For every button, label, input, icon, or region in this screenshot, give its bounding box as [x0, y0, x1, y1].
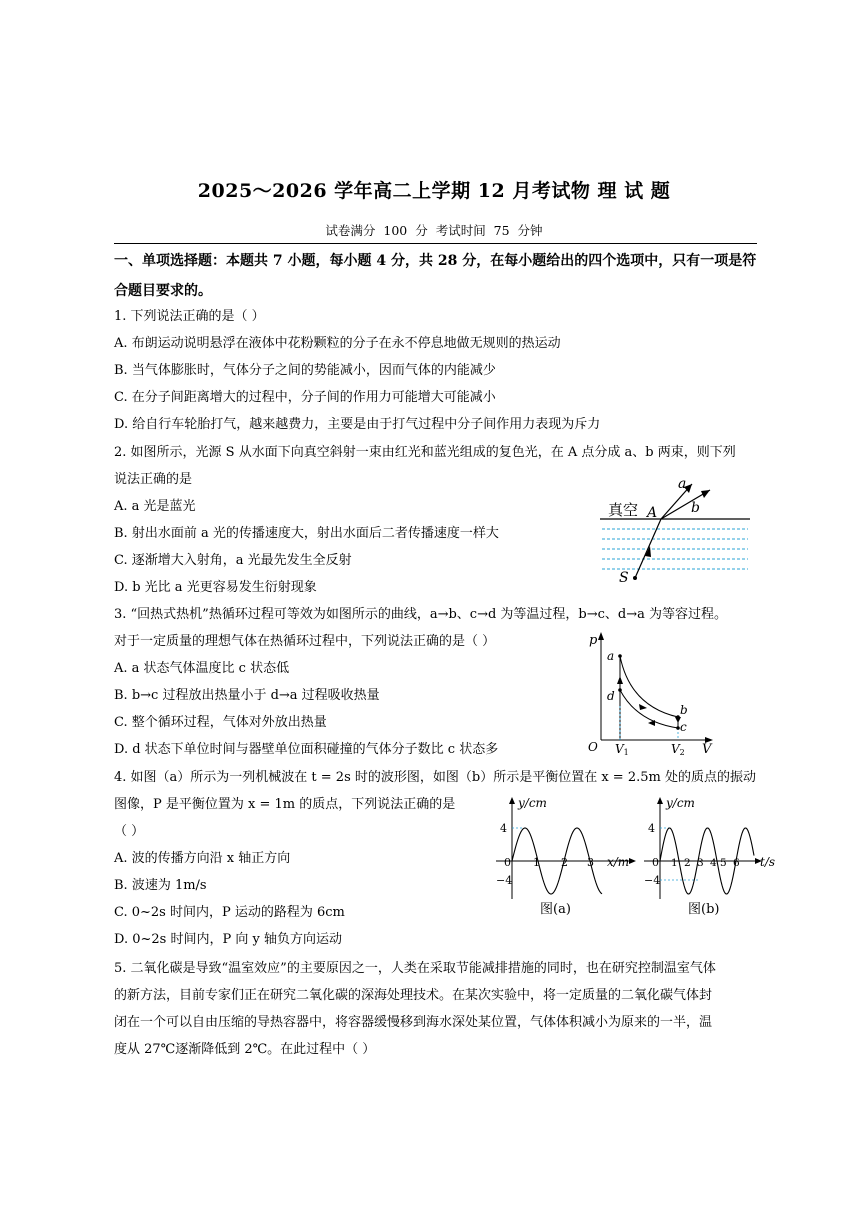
source-label: S [619, 570, 629, 586]
svg-text:p: p [589, 633, 598, 648]
figure-a-caption: 图(a) [540, 902, 571, 917]
q3-option-d: D. d 状态下单位时间与器壁单位面积碰撞的气体分子数比 c 状态多 [114, 742, 499, 757]
q4-option-b: B. 波速为 1m/s [114, 878, 207, 893]
q1-option-a: A. 布朗运动说明悬浮在液体中花粉颗粒的分子在永不停息地做无规则的热运动 [114, 336, 561, 351]
q2-option-d: D. b 光比 a 光更容易发生衍射现象 [114, 580, 317, 595]
svg-text:x/m: x/m [607, 855, 630, 869]
point-a-label: A [647, 505, 658, 521]
q1-stem: 1. 下列说法正确的是（ ） [114, 309, 265, 324]
svg-text:V1: V1 [615, 742, 629, 755]
exam-info: 试卷满分 100 分 考试时间 75 分钟 [325, 223, 543, 238]
svg-text:O: O [588, 740, 598, 754]
q5-stem-line1: 5. 二氧化碳是导致“温室效应”的主要原因之一，人类在采取节能减排措施的同时，也在研究控制温室气体 [114, 961, 716, 976]
isotherm-cd [620, 690, 678, 728]
q3-stem-line1: 3. “回热式热机”热循环过程可等效为如图所示的曲线，a→b、c→d 为等温过程，b→c、d→a 为等容过程。 [114, 607, 728, 622]
q4-stem-line1: 4. 如图（a）所示为一列机械波在 t = 2s 时的波形图，如图（b）所示是平衡位置在 x = 2.5m 处的质点的振动 [114, 770, 756, 785]
q3-stem-line2: 对于一定质量的理想气体在热循环过程中，下列说法正确的是（ ） [114, 634, 496, 649]
svg-text:3: 3 [587, 856, 594, 869]
water-dashes [602, 529, 748, 569]
source-point [633, 576, 637, 580]
svg-text:1: 1 [671, 857, 678, 869]
ray-b-label: b [691, 500, 700, 516]
q5-stem-line4: 度从 27℃逐渐降低到 2℃。在此过程中（ ） [114, 1042, 376, 1057]
svg-text:4: 4 [500, 822, 507, 835]
page-title: 2025～2026 学年高二上学期 12 月考试物 理 试 题 [197, 180, 671, 202]
svg-text:−4: −4 [644, 874, 661, 887]
q4-option-c: C. 0~2s 时间内，P 运动的路程为 6cm [114, 905, 345, 920]
ray-a-label: a [678, 476, 687, 492]
q3-option-a: A. a 状态气体温度比 c 状态低 [114, 661, 290, 676]
figure-b-caption: 图(b) [688, 902, 720, 917]
q1-option-b: B. 当气体膨胀时，气体分子之间的势能减小，因而气体的内能减少 [114, 363, 496, 378]
svg-text:V: V [702, 742, 712, 755]
svg-text:V2: V2 [671, 742, 685, 755]
svg-text:1: 1 [533, 856, 540, 869]
svg-text:0: 0 [652, 856, 659, 869]
q4-stem-line3: （ ） [114, 824, 145, 839]
q2-option-b: B. 射出水面前 a 光的传播速度大，射出水面后二者传播速度一样大 [114, 526, 499, 541]
q2-figure-refraction [600, 474, 752, 590]
q2-stem-line1: 2. 如图所示，光源 S 从水面下向真空斜射一束由红光和蓝光组成的复色光，在 A 点分成 a、b 两束，则下列 [114, 445, 736, 460]
q5-stem-line3: 闭在一个可以自由压缩的导热容器中，将容器缓慢移到海水深处某位置，气体体积减小为原来的一半，温 [114, 1015, 713, 1030]
q3-option-c: C. 整个循环过程，气体对外放出热量 [114, 715, 327, 730]
svg-text:a: a [607, 649, 615, 663]
q4-figure-b-vibration [640, 795, 790, 923]
section-heading: 一、单项选择题：本题共 7 小题，每小题 4 分，共 28 分，在每小题给出的四个选项中，只有一项是符合题目要求的。 [114, 253, 757, 299]
svg-text:y/cm: y/cm [666, 796, 695, 810]
isotherm-ab [620, 656, 678, 717]
q4-figure-a-waveform [492, 795, 637, 923]
q4-option-d: D. 0~2s 时间内，P 向 y 轴负方向运动 [114, 932, 342, 947]
svg-text:2: 2 [684, 857, 691, 869]
svg-text:−4: −4 [496, 874, 513, 887]
svg-text:0: 0 [504, 856, 511, 869]
q4-option-a: A. 波的传播方向沿 x 轴正方向 [114, 851, 291, 866]
svg-text:6: 6 [733, 857, 740, 869]
svg-text:4: 4 [710, 857, 717, 869]
svg-text:4: 4 [648, 822, 655, 835]
q2-option-a: A. a 光是蓝光 [114, 499, 196, 514]
svg-text:c: c [680, 720, 687, 734]
header-divider [114, 243, 757, 244]
vacuum-label: 真空 [608, 501, 639, 519]
svg-text:d: d [607, 689, 615, 703]
q4-stem-line2: 图像，P 是平衡位置为 x = 1m 的质点，下列说法正确的是 [114, 797, 456, 812]
svg-text:t/s: t/s [760, 855, 776, 869]
svg-text:5: 5 [720, 857, 727, 869]
svg-text:3: 3 [697, 857, 704, 869]
q1-option-c: C. 在分子间距离增大的过程中，分子间的作用力可能增大可能减小 [114, 390, 496, 405]
ray-b-arrow [701, 490, 710, 498]
q3-option-b: B. b→c 过程放出热量小于 d→a 过程吸收热量 [114, 688, 380, 703]
q3-figure-pv-diagram [585, 630, 715, 755]
svg-text:y/cm: y/cm [518, 796, 547, 810]
q2-option-c: C. 逐渐增大入射角，a 光最先发生全反射 [114, 553, 352, 568]
svg-text:b: b [680, 703, 688, 717]
svg-text:2: 2 [561, 856, 568, 869]
q5-stem-line2: 的新方法，目前专家们正在研究二氧化碳的深海处理技术。在某次实验中，将一定质量的二氧化碳气体封 [114, 988, 713, 1003]
q1-option-d: D. 给自行车轮胎打气，越来越费力，主要是由于打气过程中分子间作用力表现为斥力 [114, 417, 601, 432]
q2-stem-line2: 说法正确的是 [114, 472, 193, 487]
